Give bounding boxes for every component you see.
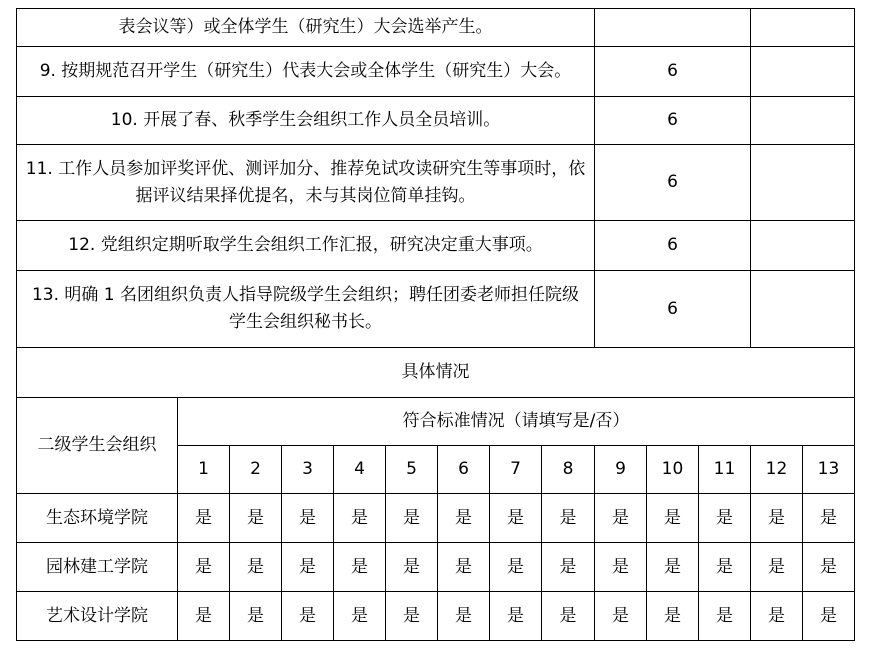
compliance-value: 是 <box>230 592 282 641</box>
compliance-value: 是 <box>699 592 751 641</box>
compliance-value: 是 <box>490 494 542 543</box>
compliance-value: 是 <box>334 494 386 543</box>
standard-number: 11 <box>699 446 751 494</box>
criterion-text <box>17 221 595 271</box>
compliance-value: 是 <box>282 494 334 543</box>
org-row <box>17 543 855 592</box>
compliance-value: 是 <box>282 543 334 592</box>
standard-number: 6 <box>438 446 490 494</box>
compliance-value: 是 <box>334 543 386 592</box>
org-name: 生态环境学院 <box>17 494 178 543</box>
criterion-blank-cell <box>751 9 855 47</box>
compliance-value: 是 <box>178 592 230 641</box>
evaluation-table <box>16 8 855 641</box>
criterion-label: 表会议等）或全体学生（研究生）大会选举产生。 <box>118 17 493 37</box>
criterion-text <box>17 145 595 221</box>
criterion-score: 6 <box>595 97 751 145</box>
criterion-score: 6 <box>595 221 751 271</box>
criterion-text <box>17 47 595 97</box>
standard-number: 9 <box>595 446 647 494</box>
criterion-label: 13. 明确 1 名团组织负责人指导院级学生会组织；聘任团委老师担任院级学生会组织秘书长。 <box>31 285 580 332</box>
compliance-value: 是 <box>647 543 699 592</box>
org-row <box>17 592 855 641</box>
criterion-row <box>17 47 855 97</box>
criterion-blank-cell <box>751 271 855 348</box>
compliance-value: 是 <box>438 494 490 543</box>
standard-header-row <box>17 398 855 446</box>
compliance-value: 是 <box>386 543 438 592</box>
criterion-score: 6 <box>595 145 751 221</box>
compliance-value: 是 <box>647 494 699 543</box>
compliance-value: 是 <box>438 592 490 641</box>
criterion-label: 10. 开展了春、秋季学生会组织工作人员全员培训。 <box>110 110 501 130</box>
section-title-row <box>17 348 855 398</box>
compliance-value: 是 <box>647 592 699 641</box>
section-title: 具体情况 <box>17 348 855 398</box>
criterion-score: 6 <box>595 47 751 97</box>
compliance-value: 是 <box>230 543 282 592</box>
compliance-value: 是 <box>386 592 438 641</box>
criterion-blank-cell <box>751 221 855 271</box>
compliance-value: 是 <box>751 494 803 543</box>
standard-number: 7 <box>490 446 542 494</box>
criterion-blank-cell <box>751 145 855 221</box>
compliance-value: 是 <box>178 494 230 543</box>
compliance-value: 是 <box>803 543 855 592</box>
standard-header: 符合标准情况（请填写是/否） <box>178 398 855 446</box>
org-name: 园林建工学院 <box>17 543 178 592</box>
compliance-value: 是 <box>282 592 334 641</box>
compliance-value: 是 <box>490 592 542 641</box>
criterion-blank-cell <box>751 97 855 145</box>
compliance-value: 是 <box>699 543 751 592</box>
criterion-score: 6 <box>595 271 751 348</box>
compliance-value: 是 <box>595 543 647 592</box>
compliance-value: 是 <box>751 592 803 641</box>
standard-number: 8 <box>542 446 595 494</box>
standard-number: 4 <box>334 446 386 494</box>
compliance-value: 是 <box>595 592 647 641</box>
compliance-value: 是 <box>230 494 282 543</box>
compliance-value: 是 <box>595 494 647 543</box>
compliance-value: 是 <box>178 543 230 592</box>
compliance-value: 是 <box>490 543 542 592</box>
criterion-blank-cell <box>751 47 855 97</box>
compliance-value: 是 <box>334 592 386 641</box>
compliance-value: 是 <box>438 543 490 592</box>
standard-number: 1 <box>178 446 230 494</box>
criterion-row <box>17 271 855 348</box>
standard-number: 2 <box>230 446 282 494</box>
compliance-value: 是 <box>542 592 595 641</box>
criterion-row <box>17 145 855 221</box>
criterion-label: 12. 党组织定期听取学生会组织工作汇报，研究决定重大事项。 <box>68 235 543 255</box>
compliance-value: 是 <box>803 494 855 543</box>
compliance-value: 是 <box>542 543 595 592</box>
compliance-value: 是 <box>803 592 855 641</box>
standard-number: 10 <box>647 446 699 494</box>
compliance-value: 是 <box>542 494 595 543</box>
standard-number: 3 <box>282 446 334 494</box>
standard-number: 12 <box>751 446 803 494</box>
criterion-text <box>17 271 595 348</box>
compliance-value: 是 <box>751 543 803 592</box>
criterion-label: 11. 工作人员参加评奖评优、测评加分、推荐免试攻读研究生等事项时，依据评议结果择优提名，未与其岗位简单挂钩。 <box>25 158 586 206</box>
org-name: 艺术设计学院 <box>17 592 178 641</box>
standard-number: 5 <box>386 446 438 494</box>
org-header: 二级学生会组织 <box>17 398 178 494</box>
criterion-row <box>17 97 855 145</box>
compliance-value: 是 <box>699 494 751 543</box>
criterion-text <box>17 9 595 47</box>
criterion-text <box>17 97 595 145</box>
criterion-row <box>17 221 855 271</box>
criterion-score <box>595 9 751 47</box>
criterion-row <box>17 9 855 47</box>
compliance-value: 是 <box>386 494 438 543</box>
standard-number: 13 <box>803 446 855 494</box>
org-row <box>17 494 855 543</box>
criterion-label: 9. 按期规范召开学生（研究生）代表大会或全体学生（研究生）大会。 <box>39 61 572 81</box>
